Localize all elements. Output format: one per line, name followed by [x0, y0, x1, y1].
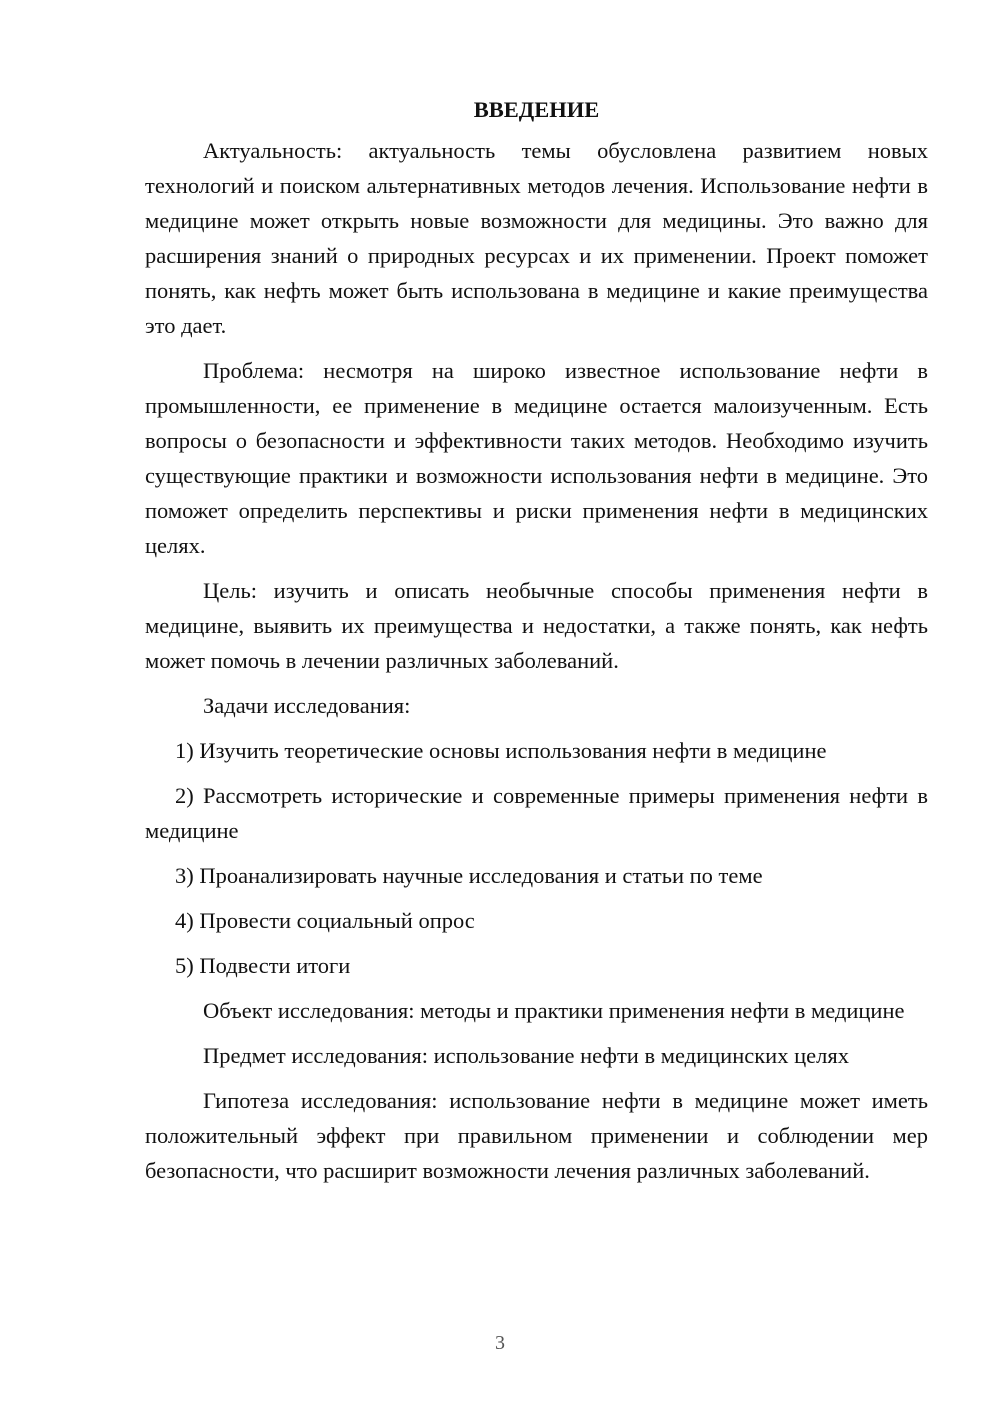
- tasks-heading: Задачи исследования:: [203, 693, 411, 718]
- goal-paragraph: Цель: изучить и описать необычные способы применения нефти в медицине, выявить их преимущества и недостатки, а также понять, как нефть может помочь в лечении различных заболеваний.: [145, 578, 928, 673]
- page-title: ВВЕДЕНИЕ: [473, 97, 600, 122]
- relevance-paragraph: Актуальность: актуальность темы обусловлена развитием новых технологий и поиском альтернативных методов лечения. Использование нефти в медицине может открыть новые возможности для медицины. Это важно для расширения знаний о природных ресурсах и их применении. Проект поможет понять, как нефть может быть использована в медицине и какие преимущества это дает.: [145, 138, 928, 338]
- hypothesis-paragraph: Гипотеза исследования: использование нефти в медицине может иметь положительный эффект при правильном применении и соблюдении мер безопасности, что расширит возможности лечения различных заболеваний.: [145, 1088, 928, 1183]
- task-item-3: 3) Проанализировать научные исследования и статьи по теме: [175, 863, 763, 888]
- page-number: 3: [495, 1332, 505, 1354]
- document-page: [145, 92, 928, 1198]
- task-item-2: 2) Рассмотреть исторические и современные примеры применения нефти в медицине: [145, 783, 928, 843]
- problem-paragraph: Проблема: несмотря на широко известное использование нефти в промышленности, ее применение в медицине остается малоизученным. Есть вопросы о безопасности и эффективности таких методов. Необходимо изучить существующие практики и возможности использования нефти в медицине. Это поможет определить перспективы и риски применения нефти в медицинских целях.: [145, 358, 928, 558]
- task-item-4: 4) Провести социальный опрос: [175, 908, 475, 933]
- subject-paragraph: Предмет исследования: использование нефти в медицинских целях: [203, 1043, 849, 1068]
- object-paragraph: Объект исследования: методы и практики применения нефти в медицине: [203, 998, 905, 1023]
- task-item-5: 5) Подвести итоги: [175, 953, 351, 978]
- task-item-1: 1) Изучить теоретические основы использования нефти в медицине: [175, 738, 827, 763]
